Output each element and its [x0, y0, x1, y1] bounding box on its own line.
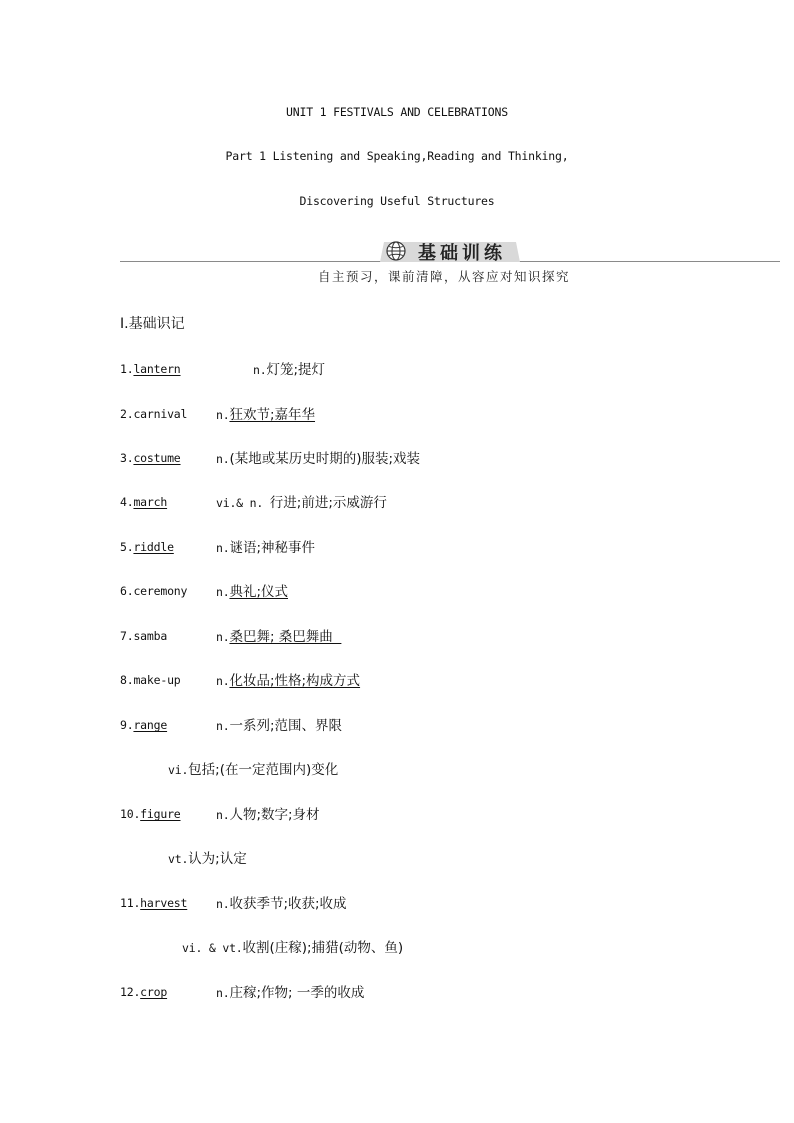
item-number: 3. [120, 451, 134, 465]
item-pos: n. [216, 719, 230, 733]
item-pos: n. [216, 541, 230, 555]
globe-icon [386, 241, 406, 261]
basic-training-banner [380, 238, 520, 264]
vocab-item-6 [120, 580, 187, 599]
item-word: samba [133, 629, 168, 643]
vocab-item-8-meaning [216, 669, 360, 689]
item-word: carnival [133, 407, 188, 421]
vocab-item-2 [120, 403, 187, 422]
item-word: ceremony [133, 584, 188, 598]
item-meaning: 灯笼;提灯 [266, 362, 326, 378]
item-word: range [133, 718, 168, 732]
item-word: lantern [133, 362, 181, 376]
item-pos: n. [216, 897, 230, 911]
item-pos: n. [216, 674, 230, 688]
vocab-item-9-extra [168, 758, 338, 778]
item-meaning: 人物;数字;身材 [229, 807, 320, 823]
item-meaning: 包括;(在一定范围内)变化 [188, 762, 339, 778]
item-pos: n. [253, 363, 267, 377]
item-pos: n. [216, 452, 230, 466]
item-meaning: 谜语;神秘事件 [229, 540, 316, 556]
vocab-item-4 [120, 491, 167, 510]
item-number: 10. [120, 807, 141, 821]
item-number: 11. [120, 896, 141, 910]
vocab-item-7 [120, 625, 167, 644]
vocab-item-3 [120, 447, 181, 466]
item-pos: vi. & vt. [182, 941, 243, 955]
item-number: 5. [120, 540, 134, 554]
vocab-item-12 [120, 981, 167, 1000]
vocab-item-1-meaning [253, 358, 325, 378]
vocab-item-10-meaning [216, 803, 320, 823]
item-meaning: 典礼;仪式 [229, 584, 289, 600]
item-word: march [133, 495, 168, 509]
vocab-item-6-meaning [216, 580, 288, 600]
unit-title: UNIT 1 FESTIVALS AND CELEBRATIONS [286, 105, 508, 119]
item-word: costume [133, 451, 181, 465]
item-meaning: 收获季节;收获;收成 [229, 896, 347, 912]
item-number: 4. [120, 495, 134, 509]
item-word: make-up [133, 673, 181, 687]
vocab-item-3-meaning [216, 447, 420, 467]
part-title-line2: Discovering Useful Structures [299, 194, 495, 208]
item-meaning: (某地或某历史时期的)服装;戏装 [229, 451, 421, 467]
vocab-item-10-extra [168, 847, 247, 867]
banner-title: 基础训练 [418, 243, 506, 264]
item-number: 2. [120, 407, 134, 421]
item-word: harvest [140, 896, 188, 910]
item-word: riddle [133, 540, 174, 554]
item-word: crop [140, 985, 168, 999]
vocab-item-9-meaning [216, 714, 342, 734]
vocab-item-11 [120, 892, 187, 911]
vocab-item-5-meaning [216, 536, 315, 556]
item-meaning: 认为;认定 [188, 851, 247, 867]
vocab-item-12-meaning [216, 981, 364, 1001]
banner-subtitle: 自主预习，课前清障，从容应对知识探究 [318, 269, 571, 284]
item-pos: vt. [168, 852, 189, 866]
item-number: 7. [120, 629, 134, 643]
item-meaning: 桑巴舞; 桑巴舞曲 [229, 629, 342, 645]
vocab-item-5 [120, 536, 174, 555]
item-pos: n. [216, 630, 230, 644]
item-pos: n. [216, 408, 230, 422]
item-meaning: 化妆品;性格;构成方式 [229, 673, 361, 689]
item-pos: n. [216, 585, 230, 599]
item-pos: vi. [168, 763, 189, 777]
item-pos: n. [216, 808, 230, 822]
part-title-line1: Part 1 Listening and Speaking,Reading and Thinking, [225, 149, 569, 163]
item-pos: n. [216, 986, 230, 1000]
item-number: 8. [120, 673, 134, 687]
item-number: 9. [120, 718, 134, 732]
vocab-item-11-meaning [216, 892, 347, 912]
vocab-item-4-meaning [216, 491, 387, 511]
item-number: 12. [120, 985, 141, 999]
item-pos: vi.& n. [216, 496, 270, 510]
item-meaning: 庄稼;作物; 一季的收成 [229, 985, 365, 1001]
vocab-item-9 [120, 714, 167, 733]
section-heading: Ⅰ.基础识记 [120, 316, 185, 332]
item-meaning: 一系列;范围、界限 [229, 718, 343, 734]
item-meaning: 收割(庄稼);捕猎(动物、鱼) [242, 940, 404, 956]
vocab-item-1 [120, 358, 181, 377]
item-meaning: 狂欢节;嘉年华 [229, 407, 316, 423]
item-word: figure [140, 807, 181, 821]
vocab-item-10 [120, 803, 181, 822]
item-meaning: 行进;前进;示威游行 [269, 495, 387, 511]
vocab-item-2-meaning [216, 403, 315, 423]
item-number: 1. [120, 362, 134, 376]
item-number: 6. [120, 584, 134, 598]
vocab-item-8 [120, 669, 181, 688]
vocab-item-11-extra [182, 936, 403, 956]
vocab-item-7-meaning [216, 625, 341, 645]
